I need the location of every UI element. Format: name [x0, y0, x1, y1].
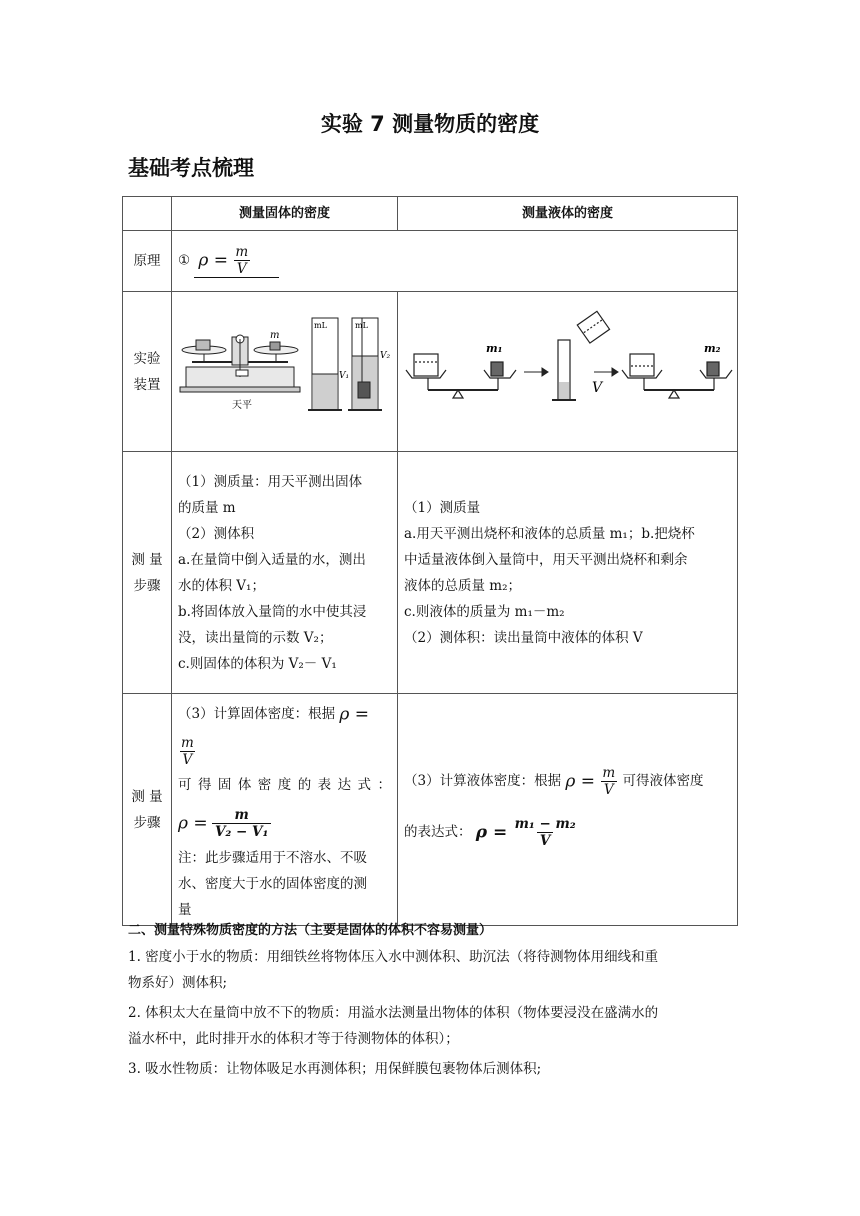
header-empty-cell [123, 197, 172, 231]
balance-icon [180, 335, 300, 392]
solid-apparatus-cell [172, 292, 398, 452]
apparatus-row [123, 292, 738, 452]
steps2-label-line1: 测 量 [131, 788, 163, 805]
liquid-step-line: （1）测质量 [404, 499, 481, 516]
method-item-2-line2: 溢水杯中，此时排开水的体积才等于待测物体的体积）； [128, 1031, 459, 1047]
page-title: 实验 7 测量物质的密度 [320, 112, 540, 136]
liquid-measurement-illustration [398, 292, 738, 442]
fraction-denominator: V [537, 832, 553, 849]
principle-formula [194, 244, 279, 278]
fraction-numerator: m [235, 244, 249, 260]
apparatus-label-line2: 装置 [133, 376, 161, 393]
rho-equals: ρ = [475, 822, 508, 842]
principle-row [123, 231, 738, 292]
solid-density-fraction [212, 807, 272, 840]
liquid-apparatus-cell [398, 292, 738, 452]
method-item-1-line2: 物系好）测体积; [128, 975, 228, 991]
balance-caption: 天平 [232, 400, 252, 411]
liquid-calc-text-end: 可得液体密度 [622, 773, 704, 789]
liquid-expression-intro: 的表达式： [404, 823, 472, 840]
cylinder-v1-icon [308, 318, 342, 410]
solid-step-line: a.在量筒中倒入适量的水，测出 [178, 551, 366, 568]
liquid-density-fraction [512, 816, 579, 849]
liquid-steps-cell [398, 452, 738, 694]
v-arrow-label: V [592, 380, 603, 396]
solid-step-line: 没，读出量筒的示数 V₂； [178, 629, 333, 646]
method-item-2-line1: 2. 体积太大在量筒中放不下的物质：用溢水法测量出物体的体积（物体要浸没在盛满水的 [128, 1005, 659, 1021]
liquid-step-line: 中适量液体倒入量筒中，用天平测出烧杯和剩余 [404, 551, 688, 568]
note-line: 水、密度大于水的固体密度的测 [178, 876, 367, 892]
liquid-expression [404, 804, 731, 861]
steps-row-2 [123, 694, 738, 926]
solid-expression [178, 801, 391, 846]
steps1-label-line1: 测 量 [131, 551, 163, 568]
header-solid: 测量固体的密度 [172, 197, 398, 231]
v1-label: V₁ [339, 371, 350, 381]
fraction-numerator: m₁ − m₂ [514, 815, 576, 832]
density-fraction [178, 735, 197, 768]
method-item-2 [128, 1000, 738, 1052]
solid-steps-cell [172, 452, 398, 694]
solid-step-line: c.则固体的体积为 V₂－ V₁ [178, 655, 337, 672]
rho-equals: ρ = [178, 813, 208, 833]
solid-step-line: 的质量 m [178, 499, 236, 516]
note-line: 量 [178, 902, 192, 918]
liquid-step-line: 液体的总质量 m₂； [404, 577, 522, 594]
m2-label: m₂ [704, 342, 721, 355]
fraction-denominator: V [234, 260, 250, 277]
special-methods-heading: 二、测量特殊物质密度的方法（主要是固体的体积不容易测量） [128, 923, 493, 938]
cylinder1-ml-label: mL [314, 321, 327, 330]
method-item-3: 3. 吸水性物质：让物体吸足水再测体积；用保鲜膜包裹物体后测体积; [128, 1061, 542, 1077]
liquid-step-line: （2）测体积：读出量筒中液体的体积 V [404, 629, 643, 646]
liquid-calc-text: （3）计算液体密度：根据 [404, 773, 562, 789]
solid-step-line: 水的体积 V₁； [178, 577, 265, 594]
mass-label: m [270, 330, 280, 341]
density-fraction [599, 765, 618, 798]
arrow-right-icon-2 [594, 368, 618, 376]
liquid-step-line: c.则液体的质量为 m₁－m₂ [404, 603, 565, 620]
m1-label: m₁ [486, 342, 503, 355]
rho-equals: ρ = [565, 771, 596, 792]
principle-cell [172, 231, 738, 292]
steps1-label [123, 452, 172, 694]
steps2-label [123, 694, 172, 926]
apparatus-label-line1: 实验 [133, 350, 161, 367]
principle-label: 原理 [123, 231, 172, 292]
table-header-row [123, 197, 738, 231]
solid-step-line: b.将固体放入量筒的水中使其浸 [178, 603, 367, 620]
section-title: 基础考点梳理 [128, 156, 254, 180]
solid-calc-text: （3）计算固体密度：根据 [178, 706, 336, 722]
method-item-1 [128, 944, 738, 996]
steps1-label-line2: 步骤 [133, 577, 161, 594]
rho-equals: ρ = [198, 250, 229, 271]
steps-row-1 [123, 452, 738, 694]
solid-step-line: （2）测体积 [178, 525, 255, 542]
apparatus-label [123, 292, 172, 452]
fraction-numerator: m [234, 806, 249, 823]
arrow-right-icon [524, 368, 548, 376]
fraction-denominator: V₂ − V₁ [212, 823, 272, 840]
fraction-denominator: V [601, 781, 617, 798]
cylinder2-ml-label: mL [355, 321, 368, 330]
liquid-step-line: a.用天平测出烧杯和液体的总质量 m₁；b.把烧杯 [404, 525, 695, 542]
solid-expression-intro: 可 得 固 体 密 度 的 表 达 式 ： [178, 776, 391, 793]
solid-step-line: （1）测质量：用天平测出固体 [178, 473, 363, 490]
liquid-calc-line [404, 759, 731, 804]
method-item-1-line1: 1. 密度小于水的物质：用细铁丝将物体压入水中测体积、助沉法（将待测物体用细线和重 [128, 949, 659, 965]
fraction-denominator: V [180, 751, 196, 768]
balance-m2-icon [622, 354, 732, 398]
rho-equals: ρ = [339, 704, 370, 725]
solid-calc-line [178, 696, 391, 769]
blank-marker: ① [178, 252, 191, 269]
steps2-label-line2: 步骤 [133, 814, 161, 831]
fraction-numerator: m [181, 734, 194, 751]
density-table [122, 196, 738, 926]
liquid-density-cell [398, 694, 738, 926]
header-liquid: 测量液体的密度 [398, 197, 738, 231]
balance-m1-icon [406, 354, 516, 398]
density-fraction [232, 244, 251, 277]
balance-and-cylinders-illustration [172, 292, 398, 442]
solid-density-cell [172, 694, 398, 926]
note-line: 注：此步骤适用于不溶水、不吸 [178, 850, 367, 866]
v2-label: V₂ [380, 351, 391, 361]
fraction-numerator: m [602, 765, 616, 781]
cylinder-v2-icon [348, 318, 382, 410]
